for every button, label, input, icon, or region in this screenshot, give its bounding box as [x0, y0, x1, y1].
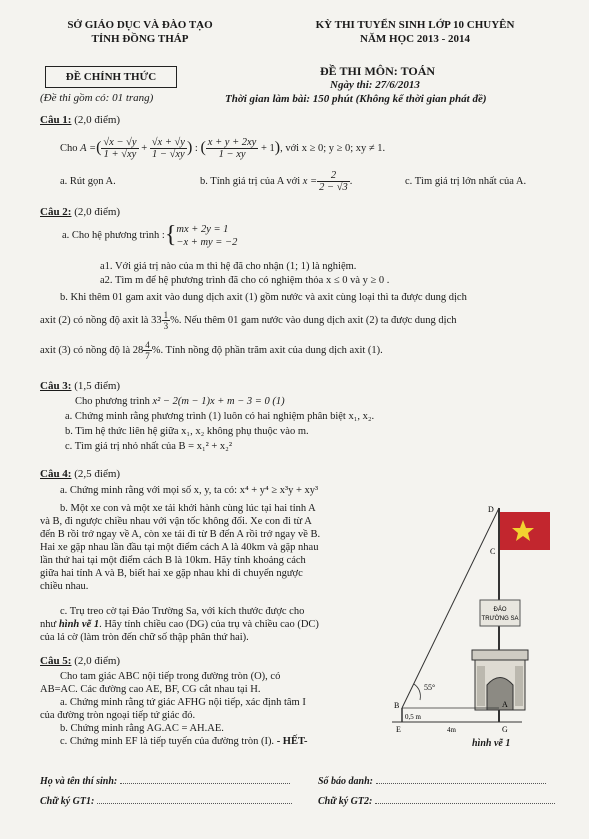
q1-title: Câu 1: — [40, 114, 72, 126]
q2-points: (2,0 điểm) — [74, 206, 121, 218]
q1-formula: Cho A = ( $\frac{√x - √y}{1 + √xy}$ + $\frac{√x + √y}{1 - √xy}$ ) : ( $\frac{x + y + 2xy}{1 - xy}$ + 1 ) , với x ≥ 0; y ≥ 0; xy ≠ 1. — [60, 136, 386, 160]
label-d: D — [488, 505, 494, 514]
q5-title: Câu 5: — [40, 655, 72, 667]
label-a: A — [502, 700, 508, 709]
dim-4m: 4m — [447, 726, 456, 734]
monument-sign — [480, 600, 520, 626]
sbd-blank[interactable] — [376, 783, 546, 784]
q2-eq2: −x + my = −2 — [176, 236, 238, 248]
province-name: TỈNH ĐỒNG THÁP — [91, 33, 189, 45]
q2-b-line3: axit (3) có nồng độ là 28 $\frac{4}{7}$ % . Tính nồng độ phần trăm axit của dung dịch axit (1). — [40, 340, 383, 361]
q3-points: (1,5 điểm) — [74, 380, 121, 392]
label-g: G — [502, 725, 508, 734]
q2-heading — [40, 206, 120, 218]
exam-date: Ngày thi: 27/6/2013 — [330, 79, 420, 91]
gt1-blank[interactable] — [97, 803, 292, 804]
q2-a2: a2. Tìm m để hệ phương trình đã cho có nghiệm thỏa x ≤ 0 và y ≥ 0 . — [100, 275, 390, 286]
subject: ĐỀ THI MÔN: TOÁN — [320, 64, 436, 78]
q4-a: a. Chứng minh rằng với mọi số x, y, ta có: x⁴ + y⁴ ≥ x³y + xy³ — [60, 485, 319, 496]
dim-05: 0,5 m — [405, 713, 421, 721]
header-left — [40, 18, 240, 46]
q2-eq1: mx + 2y = 1 — [176, 223, 229, 235]
q2-b-line1: b. Khi thêm 01 gam axit vào dung dịch axit (1) gồm nước và axit cùng loại thì ta được dung dịch — [60, 292, 467, 303]
figure-caption: hình vẽ 1 — [472, 738, 511, 749]
q1-heading — [40, 114, 120, 126]
q3-intro: Cho phương trình x² − 2(m − 1)x + m − 3 = 0 (1) — [75, 396, 285, 407]
label-b: B — [394, 701, 400, 710]
q4-c: c. Trụ treo cờ tại Đảo Trường Sa, với kích thước được cho như hình vẽ 1. Hãy tính chiều cao (DG) của trụ và chiều cao (DC) của lá cờ (làm tròn đến chữ số thập phân thứ hai). — [40, 606, 319, 643]
q2-a1: a1. Với giá trị nào của m thì hệ đã cho nhận (1; 1) là nghiệm. — [100, 261, 357, 272]
q1-points: (2,0 điểm) — [74, 114, 121, 126]
angle-label: 55° — [424, 683, 436, 692]
figure-flagpole — [392, 500, 557, 745]
gt2-blank[interactable] — [375, 803, 555, 804]
q3-b: b. Tìm hệ thức liên hệ giữa x₁, x₂ không phụ thuộc vào m. — [65, 426, 309, 437]
q2-title: Câu 2: — [40, 206, 72, 218]
end-mark: - HẾT- — [276, 736, 308, 747]
footer-gt2: Chữ ký GT2: — [318, 796, 555, 807]
q1-a: a. Rút gọn A. — [60, 176, 116, 187]
sign-line2: TRƯỜNG SA — [481, 616, 519, 622]
q1-condition: , với x ≥ 0; y ≥ 0; xy ≠ 1. — [280, 142, 386, 154]
q3-heading — [40, 380, 120, 392]
q1-b: b. Tính giá trị của A với x = $\frac{2}{2 - √3}$ . — [200, 170, 353, 193]
label-c: C — [490, 547, 496, 556]
q1-cho: Cho — [60, 142, 78, 154]
q2-system: a. Cho hệ phương trình : { mx + 2y = 1 −x + my = −2 — [62, 222, 238, 248]
q1-c: c. Tìm giá trị lớn nhất của A. — [405, 176, 527, 187]
footer-name: Họ và tên thí sinh: — [40, 776, 290, 787]
school-year: NĂM HỌC 2013 - 2014 — [360, 33, 470, 45]
footer-sbd: Số báo danh: — [318, 776, 546, 787]
q4-heading — [40, 468, 120, 480]
q4-title: Câu 4: — [40, 468, 72, 480]
q3-a: a. Chứng minh rằng phương trình (1) luôn có hai nghiệm phân biệt x₁, x₂. — [65, 411, 375, 422]
q4-b: b. Một xe con và một xe tải khởi hành cùng lúc tại hai tỉnh A và B, đi ngược chiều nhau với vận tốc không đổi. Xe con đi từ A đến B rồi trở ngay về A, còn xe tải đi từ B đến A rồi trở ngay về B. Hai xe gặp nhau lần đầu tại một điểm cách A là 40km và gặp nhau lần thứ hai tại một điểm cách B là 10km. Hãy tính khoảng cách giữa hai tỉnh A và B, biết hai xe gặp nhau khi di chuyển ngược chiều nhau. — [40, 503, 321, 592]
footer-gt1: Chữ ký GT1: — [40, 796, 292, 807]
q3-equation: x² − 2(m − 1)x + m − 3 = 0 (1) — [152, 396, 285, 407]
exam-time: Thời gian làm bài: 150 phút (Không kể thời gian phát đề) — [225, 93, 487, 105]
dept-name: SỞ GIÁO DỤC VÀ ĐÀO TẠO — [67, 19, 213, 31]
official-box: ĐỀ CHÍNH THỨC — [45, 66, 177, 88]
name-blank[interactable] — [120, 783, 290, 784]
q2-b-line2: axit (2) có nồng độ axit là 33 $\frac{1}{3}$ % . Nếu thêm 01 gam nước vào dung dịch axit (2) ta được dung dịch — [40, 310, 457, 331]
q4-points: (2,5 điểm) — [74, 468, 121, 480]
sign-line1: ĐẢO — [493, 607, 507, 613]
q3-c: c. Tìm giá trị nhỏ nhất của B = x₁² + x₂² — [65, 441, 232, 452]
q5-body: Cho tam giác ABC nội tiếp trong đường tròn (O), có AB=AC. Các đường cao AE, BF, CG cắt nhau tại H. a. Chứng minh rằng tứ giác AFHG nội tiếp, xác định tâm I của đường tròn ngoại tiếp tứ giác đó. b. Chứng minh rằng AG.AC = AH.AE. c. Chứng minh EF là tiếp tuyến của đường tròn (I). - HẾT- — [40, 671, 308, 747]
monument-body — [472, 650, 528, 660]
pages-note: (Đề thi gồm có: 01 trang) — [40, 92, 154, 104]
label-e: E — [396, 725, 401, 734]
q3-title: Câu 3: — [40, 380, 72, 392]
exam-name: KỲ THI TUYỂN SINH LỚP 10 CHUYÊN — [315, 19, 515, 31]
q5-heading — [40, 655, 120, 667]
header-right — [270, 18, 560, 46]
q5-points: (2,0 điểm) — [74, 655, 121, 667]
